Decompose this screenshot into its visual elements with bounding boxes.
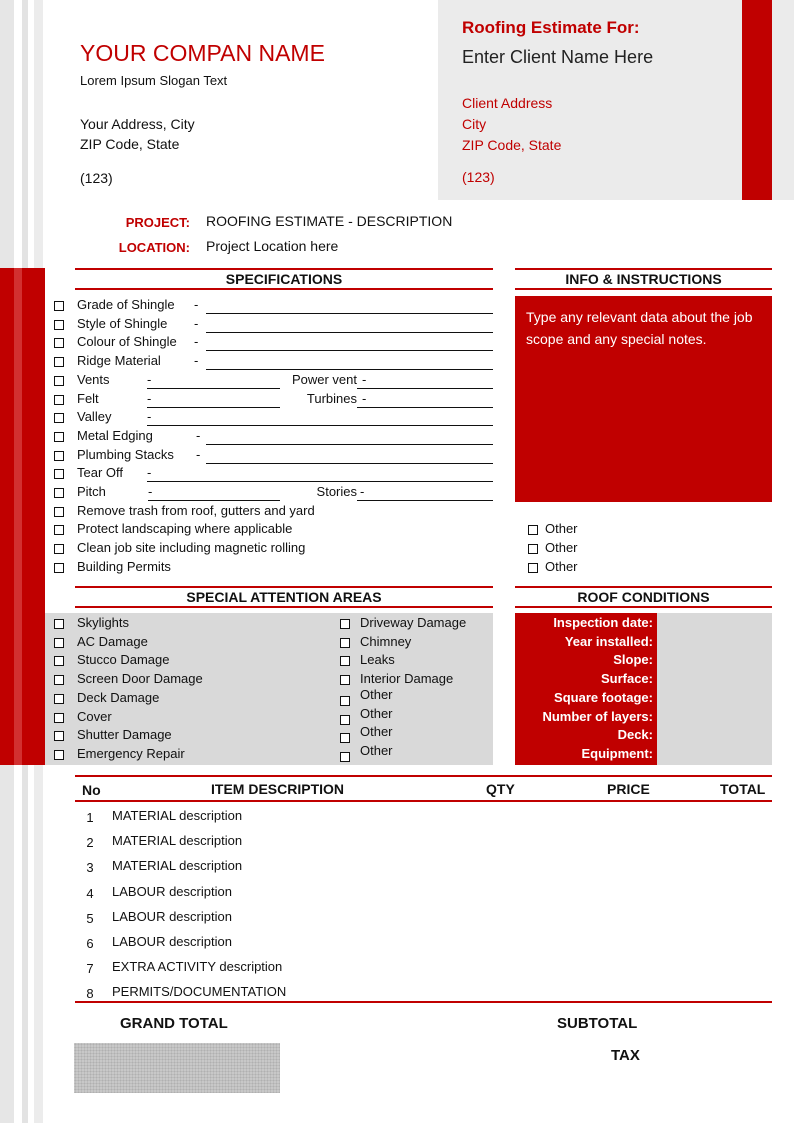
spec-input-line[interactable] bbox=[147, 481, 493, 482]
checkbox[interactable] bbox=[54, 301, 64, 311]
attention-item: Skylights bbox=[77, 615, 130, 630]
attention-item: Leaks bbox=[360, 652, 395, 668]
row-number: 7 bbox=[86, 961, 94, 977]
col-desc-header: ITEM DESCRIPTION bbox=[211, 781, 345, 797]
spec-dash: - bbox=[194, 334, 199, 350]
row-description[interactable]: EXTRA ACTIVITY description bbox=[112, 959, 283, 975]
checkbox[interactable] bbox=[340, 656, 350, 666]
checkbox[interactable] bbox=[54, 656, 64, 666]
spec-side-label: Power vent bbox=[291, 371, 357, 387]
attention-heading: SPECIAL ATTENTION AREAS bbox=[75, 586, 493, 608]
left-accent-band bbox=[0, 268, 45, 765]
spec-dash: - bbox=[360, 484, 365, 499]
spec-dash: - bbox=[194, 297, 199, 312]
client-panel-accent bbox=[742, 0, 772, 200]
checkbox[interactable] bbox=[54, 675, 64, 685]
spec-dash: - bbox=[147, 390, 152, 406]
checkbox[interactable] bbox=[54, 432, 64, 442]
row-description[interactable]: MATERIAL description bbox=[112, 858, 243, 874]
col-qty-header: QTY bbox=[486, 781, 515, 797]
spec-dash: - bbox=[147, 371, 152, 387]
condition-label: Slope: bbox=[613, 652, 653, 668]
checkbox[interactable] bbox=[54, 713, 64, 723]
spec-side-label: Turbines bbox=[306, 390, 357, 406]
spec-input-line[interactable] bbox=[206, 313, 493, 314]
checkbox[interactable] bbox=[340, 752, 350, 762]
checkbox[interactable] bbox=[54, 451, 64, 461]
col-no-header: No bbox=[82, 782, 101, 798]
checkbox[interactable] bbox=[54, 731, 64, 741]
checkbox[interactable] bbox=[340, 715, 350, 725]
row-description[interactable]: LABOUR description bbox=[112, 908, 232, 924]
spec-label: Building Permits bbox=[77, 558, 171, 574]
info-heading: INFO & INSTRUCTIONS bbox=[515, 268, 772, 290]
subtotal-label: SUBTOTAL bbox=[557, 1015, 638, 1032]
checkbox[interactable] bbox=[54, 320, 64, 330]
table-header-rule bbox=[75, 800, 772, 802]
table-top-rule bbox=[75, 775, 772, 777]
col-total-header: TOTAL bbox=[720, 781, 766, 797]
spec-input-line[interactable] bbox=[147, 425, 493, 426]
attention-item: Stucco Damage bbox=[77, 652, 170, 668]
spec-label: Ridge Material bbox=[77, 353, 161, 369]
spec-label: Tear Off bbox=[77, 465, 124, 481]
checkbox[interactable] bbox=[54, 338, 64, 348]
location-value[interactable]: Project Location here bbox=[206, 238, 339, 254]
checkbox[interactable] bbox=[54, 563, 64, 573]
left-accent-band-inner bbox=[14, 268, 22, 765]
spec-label: Metal Edging bbox=[77, 427, 153, 443]
attention-item: Screen Door Damage bbox=[77, 671, 203, 687]
checkbox[interactable] bbox=[340, 619, 350, 629]
spec-label: Pitch bbox=[77, 484, 106, 499]
spec-input-line[interactable] bbox=[148, 500, 280, 501]
attention-item: Other bbox=[360, 705, 393, 721]
company-slogan[interactable]: Lorem Ipsum Slogan Text bbox=[80, 73, 228, 88]
spec-input-line[interactable] bbox=[206, 444, 493, 445]
client-zip[interactable]: ZIP Code, State bbox=[462, 137, 562, 153]
spec-label: Grade of Shingle bbox=[77, 297, 175, 312]
project-value[interactable]: ROOFING ESTIMATE - DESCRIPTION bbox=[206, 213, 453, 229]
checkbox[interactable] bbox=[528, 544, 538, 554]
checkbox[interactable] bbox=[54, 750, 64, 760]
checkbox[interactable] bbox=[340, 696, 350, 706]
spec-dash: - bbox=[194, 315, 199, 331]
attention-item: Driveway Damage bbox=[360, 615, 467, 630]
condition-label: Square footage: bbox=[554, 689, 653, 705]
condition-label: Inspection date: bbox=[553, 615, 653, 630]
client-phone[interactable]: (123) bbox=[462, 169, 495, 185]
other-label: Other bbox=[545, 540, 578, 555]
attention-item: Deck Damage bbox=[77, 689, 160, 705]
project-label: PROJECT: bbox=[125, 215, 190, 230]
spec-label: Style of Shingle bbox=[77, 315, 168, 331]
attention-item: Chimney bbox=[360, 633, 412, 649]
specifications-heading: SPECIFICATIONS bbox=[75, 268, 493, 290]
spec-label: Felt bbox=[77, 390, 99, 406]
row-description[interactable]: MATERIAL description bbox=[112, 808, 243, 823]
condition-label: Deck: bbox=[617, 727, 653, 743]
condition-label: Number of layers: bbox=[542, 708, 653, 724]
checkbox[interactable] bbox=[54, 357, 64, 367]
checkbox[interactable] bbox=[54, 525, 64, 535]
row-number: 3 bbox=[86, 860, 94, 876]
checkbox[interactable] bbox=[54, 507, 64, 517]
spec-label: Colour of Shingle bbox=[77, 334, 177, 350]
row-description[interactable]: MATERIAL description bbox=[112, 833, 243, 849]
attention-item: Cover bbox=[77, 708, 112, 724]
row-description[interactable]: LABOUR description bbox=[112, 883, 232, 899]
conditions-value-column[interactable] bbox=[657, 613, 772, 765]
checkbox[interactable] bbox=[528, 563, 538, 573]
spec-label: Valley bbox=[77, 409, 112, 425]
row-number: 6 bbox=[86, 936, 94, 951]
conditions-heading: ROOF CONDITIONS bbox=[515, 586, 772, 608]
checkbox[interactable] bbox=[54, 694, 64, 704]
row-description[interactable]: LABOUR description bbox=[112, 934, 232, 949]
location-label: LOCATION: bbox=[118, 240, 190, 255]
spec-input-line[interactable] bbox=[206, 463, 493, 464]
checkbox[interactable] bbox=[54, 395, 64, 405]
condition-label: Year installed: bbox=[564, 633, 653, 649]
row-number: 4 bbox=[86, 885, 94, 901]
company-phone[interactable]: (123) bbox=[80, 170, 113, 186]
attention-item: Shutter Damage bbox=[77, 727, 172, 743]
spec-input-line[interactable] bbox=[147, 407, 280, 408]
client-name[interactable]: Enter Client Name Here bbox=[462, 47, 654, 67]
grand-total-value[interactable] bbox=[74, 1043, 280, 1093]
spec-dash: - bbox=[196, 427, 201, 443]
checkbox[interactable] bbox=[340, 638, 350, 648]
attention-item: Interior Damage bbox=[360, 671, 454, 687]
spec-label: Remove trash from roof, gutters and yard bbox=[77, 502, 315, 518]
spec-dash: - bbox=[148, 484, 153, 499]
info-notes[interactable]: Type any relevant data about the job scope and any special notes. bbox=[515, 296, 772, 502]
spec-input-line[interactable] bbox=[357, 407, 493, 408]
spec-input-line[interactable] bbox=[357, 388, 493, 389]
spec-input-line[interactable] bbox=[206, 332, 493, 333]
company-zip[interactable]: ZIP Code, State bbox=[80, 136, 180, 152]
row-number: 1 bbox=[86, 810, 94, 825]
checkbox[interactable] bbox=[54, 488, 64, 498]
row-number: 8 bbox=[86, 986, 94, 1002]
spec-input-line[interactable] bbox=[357, 500, 493, 501]
client-city[interactable]: City bbox=[462, 116, 487, 132]
attention-item: Other bbox=[360, 724, 393, 740]
spec-label: Protect landscaping where applicable bbox=[77, 521, 293, 537]
row-description[interactable]: PERMITS/DOCUMENTATION bbox=[112, 984, 287, 1000]
spec-side-label: Stories bbox=[316, 484, 357, 499]
spec-input-line[interactable] bbox=[147, 388, 280, 389]
attention-item: Emergency Repair bbox=[77, 745, 185, 761]
col-price-header: PRICE bbox=[607, 781, 650, 797]
checkbox[interactable] bbox=[528, 525, 538, 535]
checkbox[interactable] bbox=[340, 675, 350, 685]
spec-label: Vents bbox=[77, 371, 110, 387]
other-label: Other bbox=[545, 521, 578, 536]
attention-item: AC Damage bbox=[77, 633, 148, 649]
spec-dash: - bbox=[147, 409, 152, 425]
attention-item: Other bbox=[360, 686, 393, 702]
spec-input-line[interactable] bbox=[206, 350, 493, 351]
spec-input-line[interactable] bbox=[206, 369, 493, 370]
spec-label: Clean job site including magnetic rolling bbox=[77, 540, 306, 556]
checkbox[interactable] bbox=[54, 376, 64, 386]
other-label: Other bbox=[545, 559, 578, 574]
spec-dash: - bbox=[194, 353, 199, 369]
tax-label: TAX bbox=[611, 1047, 640, 1064]
attention-item: Other bbox=[360, 742, 393, 758]
company-name[interactable]: YOUR COMPAN NAME bbox=[80, 40, 325, 66]
table-bottom-rule bbox=[75, 1001, 772, 1003]
row-number: 5 bbox=[86, 910, 94, 926]
condition-label: Surface: bbox=[600, 671, 653, 687]
grand-total-label: GRAND TOTAL bbox=[120, 1015, 228, 1032]
checkbox[interactable] bbox=[54, 469, 64, 479]
client-address[interactable]: Client Address bbox=[462, 95, 553, 111]
spec-dash: - bbox=[196, 446, 201, 462]
checkbox[interactable] bbox=[340, 733, 350, 743]
estimate-for-heading: Roofing Estimate For: bbox=[462, 18, 640, 37]
spec-dash: - bbox=[147, 465, 152, 481]
spec-dash: - bbox=[362, 390, 367, 406]
company-address[interactable]: Your Address, City bbox=[80, 116, 195, 132]
spec-dash: - bbox=[362, 371, 367, 387]
row-number: 2 bbox=[86, 835, 94, 851]
checkbox[interactable] bbox=[54, 638, 64, 648]
checkbox[interactable] bbox=[54, 619, 64, 629]
condition-label: Equipment: bbox=[581, 745, 653, 761]
spec-label: Plumbing Stacks bbox=[77, 446, 174, 462]
checkbox[interactable] bbox=[54, 413, 64, 423]
checkbox[interactable] bbox=[54, 544, 64, 554]
